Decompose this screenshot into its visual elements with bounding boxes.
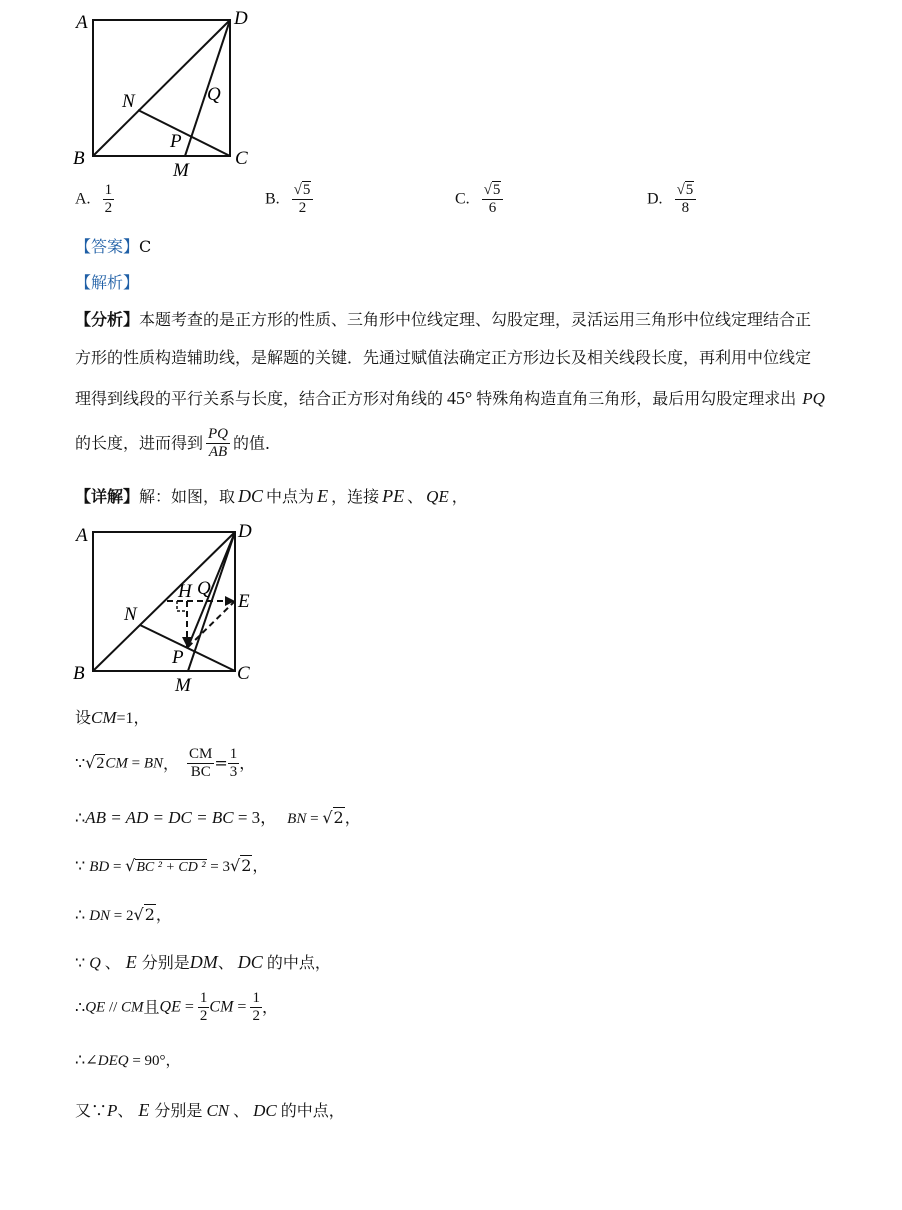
label2-q: Q	[197, 578, 211, 599]
label2-p: P	[172, 647, 184, 668]
option-c[interactable]: C. $\frac{√5}{6}$	[455, 182, 503, 217]
fenxi-line-4	[75, 426, 281, 461]
figure-2-square	[60, 515, 290, 700]
option-a-num: 1	[104, 182, 113, 198]
xiangjie-t1: 解：如图，取	[139, 487, 236, 506]
option-a-letter: A.	[75, 190, 91, 208]
step-9: 又∵P、 E 分别是 CN 、 DC 的中点，	[75, 1100, 345, 1120]
fenxi-deg: 45°	[447, 388, 473, 408]
xiangjie-t2: 中点为	[266, 487, 315, 506]
segment-pe-dashed	[188, 601, 235, 647]
label2-n: N	[124, 604, 137, 625]
xiangjie-pe: PE	[382, 486, 405, 506]
segment-dp-2	[188, 532, 235, 647]
fenxi-text-3a: 理得到线段的平行关系与长度，结合正方形对角线的	[75, 389, 444, 408]
fenxi-frac-num: PQ	[208, 426, 229, 442]
diagonal-bd-2	[93, 532, 235, 671]
label-q: Q	[207, 84, 221, 105]
xiangjie-e: E	[317, 486, 329, 506]
answer-tag: 【答案】	[75, 237, 140, 256]
fenxi-line-2: 方形的性质构造辅助线，是解题的关键．先通过赋值法确定正方形边长及相关线段长度，再利用中位线定	[75, 348, 812, 367]
fenxi-text-4b: 的值．	[233, 433, 282, 453]
label-b: B	[73, 148, 85, 169]
step-6: ∵ Q 、 E 分别是DM、 DC 的中点，	[75, 952, 331, 972]
segment-nc	[138, 110, 230, 156]
option-b-num: 5	[302, 182, 311, 198]
answer-value: C	[139, 237, 152, 256]
label-p: P	[170, 131, 182, 152]
fenxi-text-3b: 特殊角构造直角三角形，最后用勾股定理求出	[476, 389, 797, 408]
label2-c: C	[237, 663, 250, 684]
label2-h: H	[178, 581, 192, 602]
xiangjie-tag: 【详解】	[75, 487, 140, 506]
fenxi-frac-den: AB	[208, 444, 228, 460]
label-a: A	[76, 12, 88, 33]
step-4: ∵ BD = √BC ² + CD ² = 3√2，	[75, 856, 269, 875]
step-8: ∴∠DEQ = 90°，	[75, 1050, 181, 1069]
step-1: 设CM=1，	[75, 708, 150, 727]
label-m: M	[173, 160, 189, 181]
fenxi-text-4a: 的长度，进而得到	[75, 433, 204, 453]
option-b-den: 2	[298, 200, 307, 216]
analysis-tag: 【解析】	[75, 273, 140, 292]
label-n: N	[122, 91, 135, 112]
option-d[interactable]: D. $\frac{√5}{8}$	[647, 182, 696, 217]
fenxi-tag: 【分析】	[75, 310, 140, 329]
label2-e: E	[238, 591, 250, 612]
option-c-num: 5	[492, 182, 501, 198]
option-a[interactable]	[75, 182, 114, 217]
step-2: ∵√2CM = BN， $\frac{CM}{BC}$ = $\frac{1}{3}$ ，	[75, 746, 256, 780]
label2-m: M	[175, 675, 191, 696]
label2-a: A	[76, 525, 88, 546]
step-5: ∴ DN = 2√2，	[75, 905, 172, 924]
fenxi-text-1: 本题考查的是正方形的性质、三角形中位线定理、勾股定理，灵活运用三角形中位线定理结合正	[139, 310, 812, 329]
option-c-den: 6	[488, 200, 497, 216]
fenxi-line-3	[75, 388, 825, 409]
label2-d: D	[238, 521, 252, 542]
option-d-num: 5	[685, 182, 694, 198]
arrow-e	[225, 596, 235, 606]
option-b[interactable]: B. $\frac{√5}{2}$	[265, 182, 313, 217]
answer-line	[75, 237, 151, 257]
option-d-letter: D.	[647, 190, 663, 208]
xiangjie-t4: ，	[451, 487, 468, 506]
label2-b: B	[73, 663, 85, 684]
option-a-den: 2	[104, 200, 113, 216]
option-d-den: 8	[681, 200, 690, 216]
xiangjie-dc: DC	[238, 486, 264, 506]
step-7: ∴QE // CM且QE = $\frac{1}{2}$ CM = $\frac{1}{2}$ ，	[75, 990, 278, 1024]
xiangjie-sep: 、	[407, 487, 424, 506]
xiangjie-line	[75, 486, 468, 507]
xiangjie-qe: QE	[426, 487, 449, 506]
figure-1-square	[60, 0, 280, 185]
step-3: ∴AB = AD = DC = BC = 3， BN = √2，	[75, 808, 361, 827]
option-c-letter: C.	[455, 190, 470, 208]
fenxi-pq: PQ	[802, 389, 825, 408]
label-d: D	[234, 8, 248, 29]
label-c: C	[235, 148, 248, 169]
right-angle-mark	[177, 601, 187, 611]
fenxi-line-1	[75, 310, 811, 330]
xiangjie-t3: ，连接	[331, 487, 380, 506]
option-b-letter: B.	[265, 190, 280, 208]
